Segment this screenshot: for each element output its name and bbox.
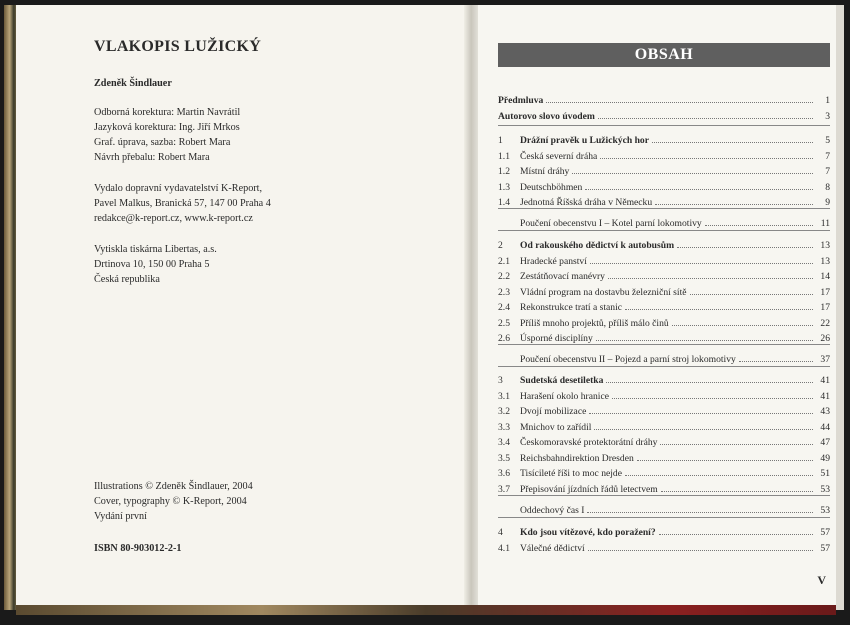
toc-entry <box>498 107 830 122</box>
printer-line: Vytiskla tiskárna Libertas, a.s. <box>94 244 217 255</box>
toc-leader-dots <box>590 263 813 264</box>
printer-line: Česká republika <box>94 274 160 285</box>
toc-entry-number: 3 <box>498 375 503 386</box>
credit-line: Graf. úprava, sazba: Robert Mara <box>94 137 231 148</box>
toc-entry <box>498 371 830 386</box>
toc-entry-page: 51 <box>820 468 830 479</box>
toc-leader-dots <box>705 225 813 226</box>
isbn: ISBN 80-903012-2-1 <box>94 543 182 554</box>
toc-divider <box>498 344 830 345</box>
toc-leader-dots <box>690 294 813 295</box>
toc-entry <box>498 501 830 516</box>
toc-entry-page: 57 <box>820 527 830 538</box>
toc-entry <box>498 283 830 298</box>
toc-leader-dots <box>660 444 813 445</box>
toc-entry-label: Deutschböhmen <box>520 182 583 193</box>
toc-entry <box>498 267 830 282</box>
toc-entry-label: Válečné dědictví <box>520 543 585 554</box>
toc-entry-number: 2.4 <box>498 302 510 313</box>
toc-entry-page: 53 <box>820 484 830 495</box>
rights-line: Cover, typography © K-Report, 2004 <box>94 496 247 507</box>
toc-entry-page: 44 <box>820 422 830 433</box>
toc-leader-dots <box>637 460 813 461</box>
toc-entry-number: 2.1 <box>498 256 510 267</box>
book-spread <box>4 5 844 615</box>
toc-entry <box>498 539 830 554</box>
toc-entry <box>498 147 830 162</box>
toc-leader-dots <box>572 173 813 174</box>
toc-entry-page: 1 <box>825 95 830 106</box>
toc-entry-number: 3.6 <box>498 468 510 479</box>
toc-entry <box>498 387 830 402</box>
toc-entry-page: 13 <box>820 240 830 251</box>
toc-entry-page: 26 <box>820 333 830 344</box>
toc-entry-label: Jednotná Říšská dráha v Německu <box>520 197 653 208</box>
toc-entry <box>498 329 830 344</box>
toc-entry-label: Harašení okolo hranice <box>520 391 609 402</box>
toc-entry-number: 2 <box>498 240 503 251</box>
toc-entry <box>498 523 830 538</box>
toc-entry <box>498 480 830 495</box>
toc-entry-page: 43 <box>820 406 830 417</box>
toc-leader-dots <box>625 309 813 310</box>
toc-entry-page: 5 <box>825 135 830 146</box>
toc-entry-page: 9 <box>825 197 830 208</box>
toc-entry-number: 4.1 <box>498 543 510 554</box>
toc-divider <box>498 208 830 209</box>
credits-block <box>94 105 414 165</box>
toc-entry-number: 1.2 <box>498 166 510 177</box>
toc-entry-page: 7 <box>825 151 830 162</box>
toc-leader-dots <box>606 382 813 383</box>
toc-leader-dots <box>588 550 813 551</box>
toc-divider <box>498 366 830 367</box>
toc-entry <box>498 162 830 177</box>
rights-line: Vydání první <box>94 511 147 522</box>
toc-leader-dots <box>546 102 813 103</box>
toc-entry-page: 22 <box>820 318 830 329</box>
toc-entry-number: 3.5 <box>498 453 510 464</box>
toc-entry-label: Poučení obecenstvu I – Kotel parní lokomotivy <box>520 218 702 229</box>
toc-entry-label: Kdo jsou vítězové, kdo poražení? <box>520 527 656 538</box>
contents-heading: OBSAH <box>498 43 830 67</box>
toc-entry <box>498 449 830 464</box>
toc-divider <box>498 495 830 496</box>
credit-line: Odborná korektura: Martin Navrátil <box>94 107 241 118</box>
toc-entry-label: Tisícileté říši to moc nejde <box>520 468 622 479</box>
publisher-line: redakce@k-report.cz, www.k-report.cz <box>94 213 253 224</box>
toc-entry-label: Místní dráhy <box>520 166 570 177</box>
author: Zdeněk Šindlauer <box>94 78 172 89</box>
toc-entry-label: Přepisování jízdních řádů letectvem <box>520 484 658 495</box>
right-book-edge <box>836 5 844 610</box>
toc-entry-label: Vládní program na dostavbu železniční sítě <box>520 287 687 298</box>
printer-block <box>94 242 414 287</box>
toc-leader-dots <box>661 491 813 492</box>
toc-leader-dots <box>596 340 813 341</box>
toc-entry <box>498 464 830 479</box>
toc-leader-dots <box>589 413 813 414</box>
publisher-line: Pavel Malkus, Branická 57, 147 00 Praha 4 <box>94 198 271 209</box>
toc-leader-dots <box>655 204 813 205</box>
toc-entry-label: Mnichov to zařídil <box>520 422 592 433</box>
toc-leader-dots <box>600 158 813 159</box>
toc-entry-page: 7 <box>825 166 830 177</box>
toc-entry-page: 37 <box>820 354 830 365</box>
toc-divider <box>498 517 830 518</box>
toc-entry-label: Oddechový čas I <box>520 505 585 516</box>
toc-entry-label: Česká severní dráha <box>520 151 598 162</box>
toc-entry-label: Hradecké panství <box>520 256 587 267</box>
toc-entry <box>498 314 830 329</box>
toc-entry-label: Zestátňovací manévry <box>520 271 605 282</box>
toc-entry-number: 1.4 <box>498 197 510 208</box>
toc-entry-label: Od rakouského dědictví k autobusům <box>520 240 675 251</box>
rights-line: Illustrations © Zdeněk Šindlauer, 2004 <box>94 481 253 492</box>
toc-entry-number: 2.3 <box>498 287 510 298</box>
toc-leader-dots <box>625 475 813 476</box>
toc-leader-dots <box>672 325 813 326</box>
toc-entry-number: 2.2 <box>498 271 510 282</box>
toc-entry-label: Sudetská desetiletka <box>520 375 604 386</box>
toc-entry-page: 47 <box>820 437 830 448</box>
toc-entry-number: 1 <box>498 135 503 146</box>
toc-entry-page: 3 <box>825 111 830 122</box>
toc-leader-dots <box>652 142 813 143</box>
publisher-line: Vydalo dopravní vydavatelství K-Report, <box>94 183 263 194</box>
toc-entry-page: 17 <box>820 287 830 298</box>
toc-entry-page: 41 <box>820 375 830 386</box>
toc-divider <box>498 230 830 231</box>
toc-leader-dots <box>677 247 813 248</box>
toc-entry <box>498 252 830 267</box>
toc-entry <box>498 433 830 448</box>
toc-entry-label: Poučení obecenstvu II – Pojezd a parní stroj lokomotivy <box>520 354 736 365</box>
publisher-block <box>94 181 414 226</box>
credit-line: Jazyková korektura: Ing. Jiří Mrkos <box>94 122 240 133</box>
toc-entry <box>498 131 830 146</box>
book-title: VLAKOPIS LUŽICKÝ <box>94 38 262 55</box>
toc-leader-dots <box>598 118 813 119</box>
toc-leader-dots <box>587 512 813 513</box>
toc-entry-label: Předmluva <box>498 95 544 106</box>
credit-line: Návrh přebalu: Robert Mara <box>94 152 210 163</box>
toc-entry-number: 3.1 <box>498 391 510 402</box>
toc-entry-label: Reichsbahndirektion Dresden <box>520 453 634 464</box>
toc-entry-page: 53 <box>820 505 830 516</box>
toc-entry-number: 3.7 <box>498 484 510 495</box>
toc-entry-label: Úsporné disciplíny <box>520 333 593 344</box>
toc-entry-number: 3.4 <box>498 437 510 448</box>
toc-entry <box>498 236 830 251</box>
toc-entry-page: 13 <box>820 256 830 267</box>
toc-entry-number: 2.6 <box>498 333 510 344</box>
rights-block <box>94 479 414 524</box>
page-number: V <box>817 573 826 587</box>
toc-leader-dots <box>585 189 813 190</box>
toc-entry-page: 57 <box>820 543 830 554</box>
toc-leader-dots <box>612 398 813 399</box>
toc-entry <box>498 193 830 208</box>
printer-line: Drtinova 10, 150 00 Praha 5 <box>94 259 210 270</box>
toc-entry-label: Českomoravské protektorátní dráhy <box>520 437 658 448</box>
toc-leader-dots <box>594 429 813 430</box>
toc-entry-label: Autorovo slovo úvodem <box>498 111 595 122</box>
toc-entry-page: 8 <box>825 182 830 193</box>
toc-entry-page: 17 <box>820 302 830 313</box>
toc-entry-page: 49 <box>820 453 830 464</box>
toc-entry-label: Dvojí mobilizace <box>520 406 587 417</box>
toc-entry <box>498 214 830 229</box>
toc-leader-dots <box>659 534 813 535</box>
toc-entry-label: Příliš mnoho projektů, příliš málo činů <box>520 318 669 329</box>
toc-entry <box>498 418 830 433</box>
left-page <box>16 5 466 605</box>
right-page <box>478 5 836 605</box>
toc-entry-label: Rekonstrukce tratí a stanic <box>520 302 623 313</box>
toc-entry-number: 3.3 <box>498 422 510 433</box>
toc-entry-number: 2.5 <box>498 318 510 329</box>
toc-entry-label: Drážní pravěk u Lužických hor <box>520 135 649 146</box>
toc-leader-dots <box>608 278 813 279</box>
toc-entry-number: 3.2 <box>498 406 510 417</box>
toc-entry-number: 4 <box>498 527 503 538</box>
toc-entry <box>498 402 830 417</box>
toc-entry <box>498 298 830 313</box>
toc-entry-number: 1.3 <box>498 182 510 193</box>
bottom-book-edge <box>16 605 836 615</box>
toc-entry-page: 11 <box>820 218 830 229</box>
toc-entry <box>498 178 830 193</box>
toc-entry-page: 14 <box>820 271 830 282</box>
toc-divider <box>498 125 830 126</box>
toc-entry-page: 41 <box>820 391 830 402</box>
toc-entry <box>498 91 830 106</box>
toc-entry <box>498 350 830 365</box>
toc-leader-dots <box>739 361 813 362</box>
toc-entry-number: 1.1 <box>498 151 510 162</box>
